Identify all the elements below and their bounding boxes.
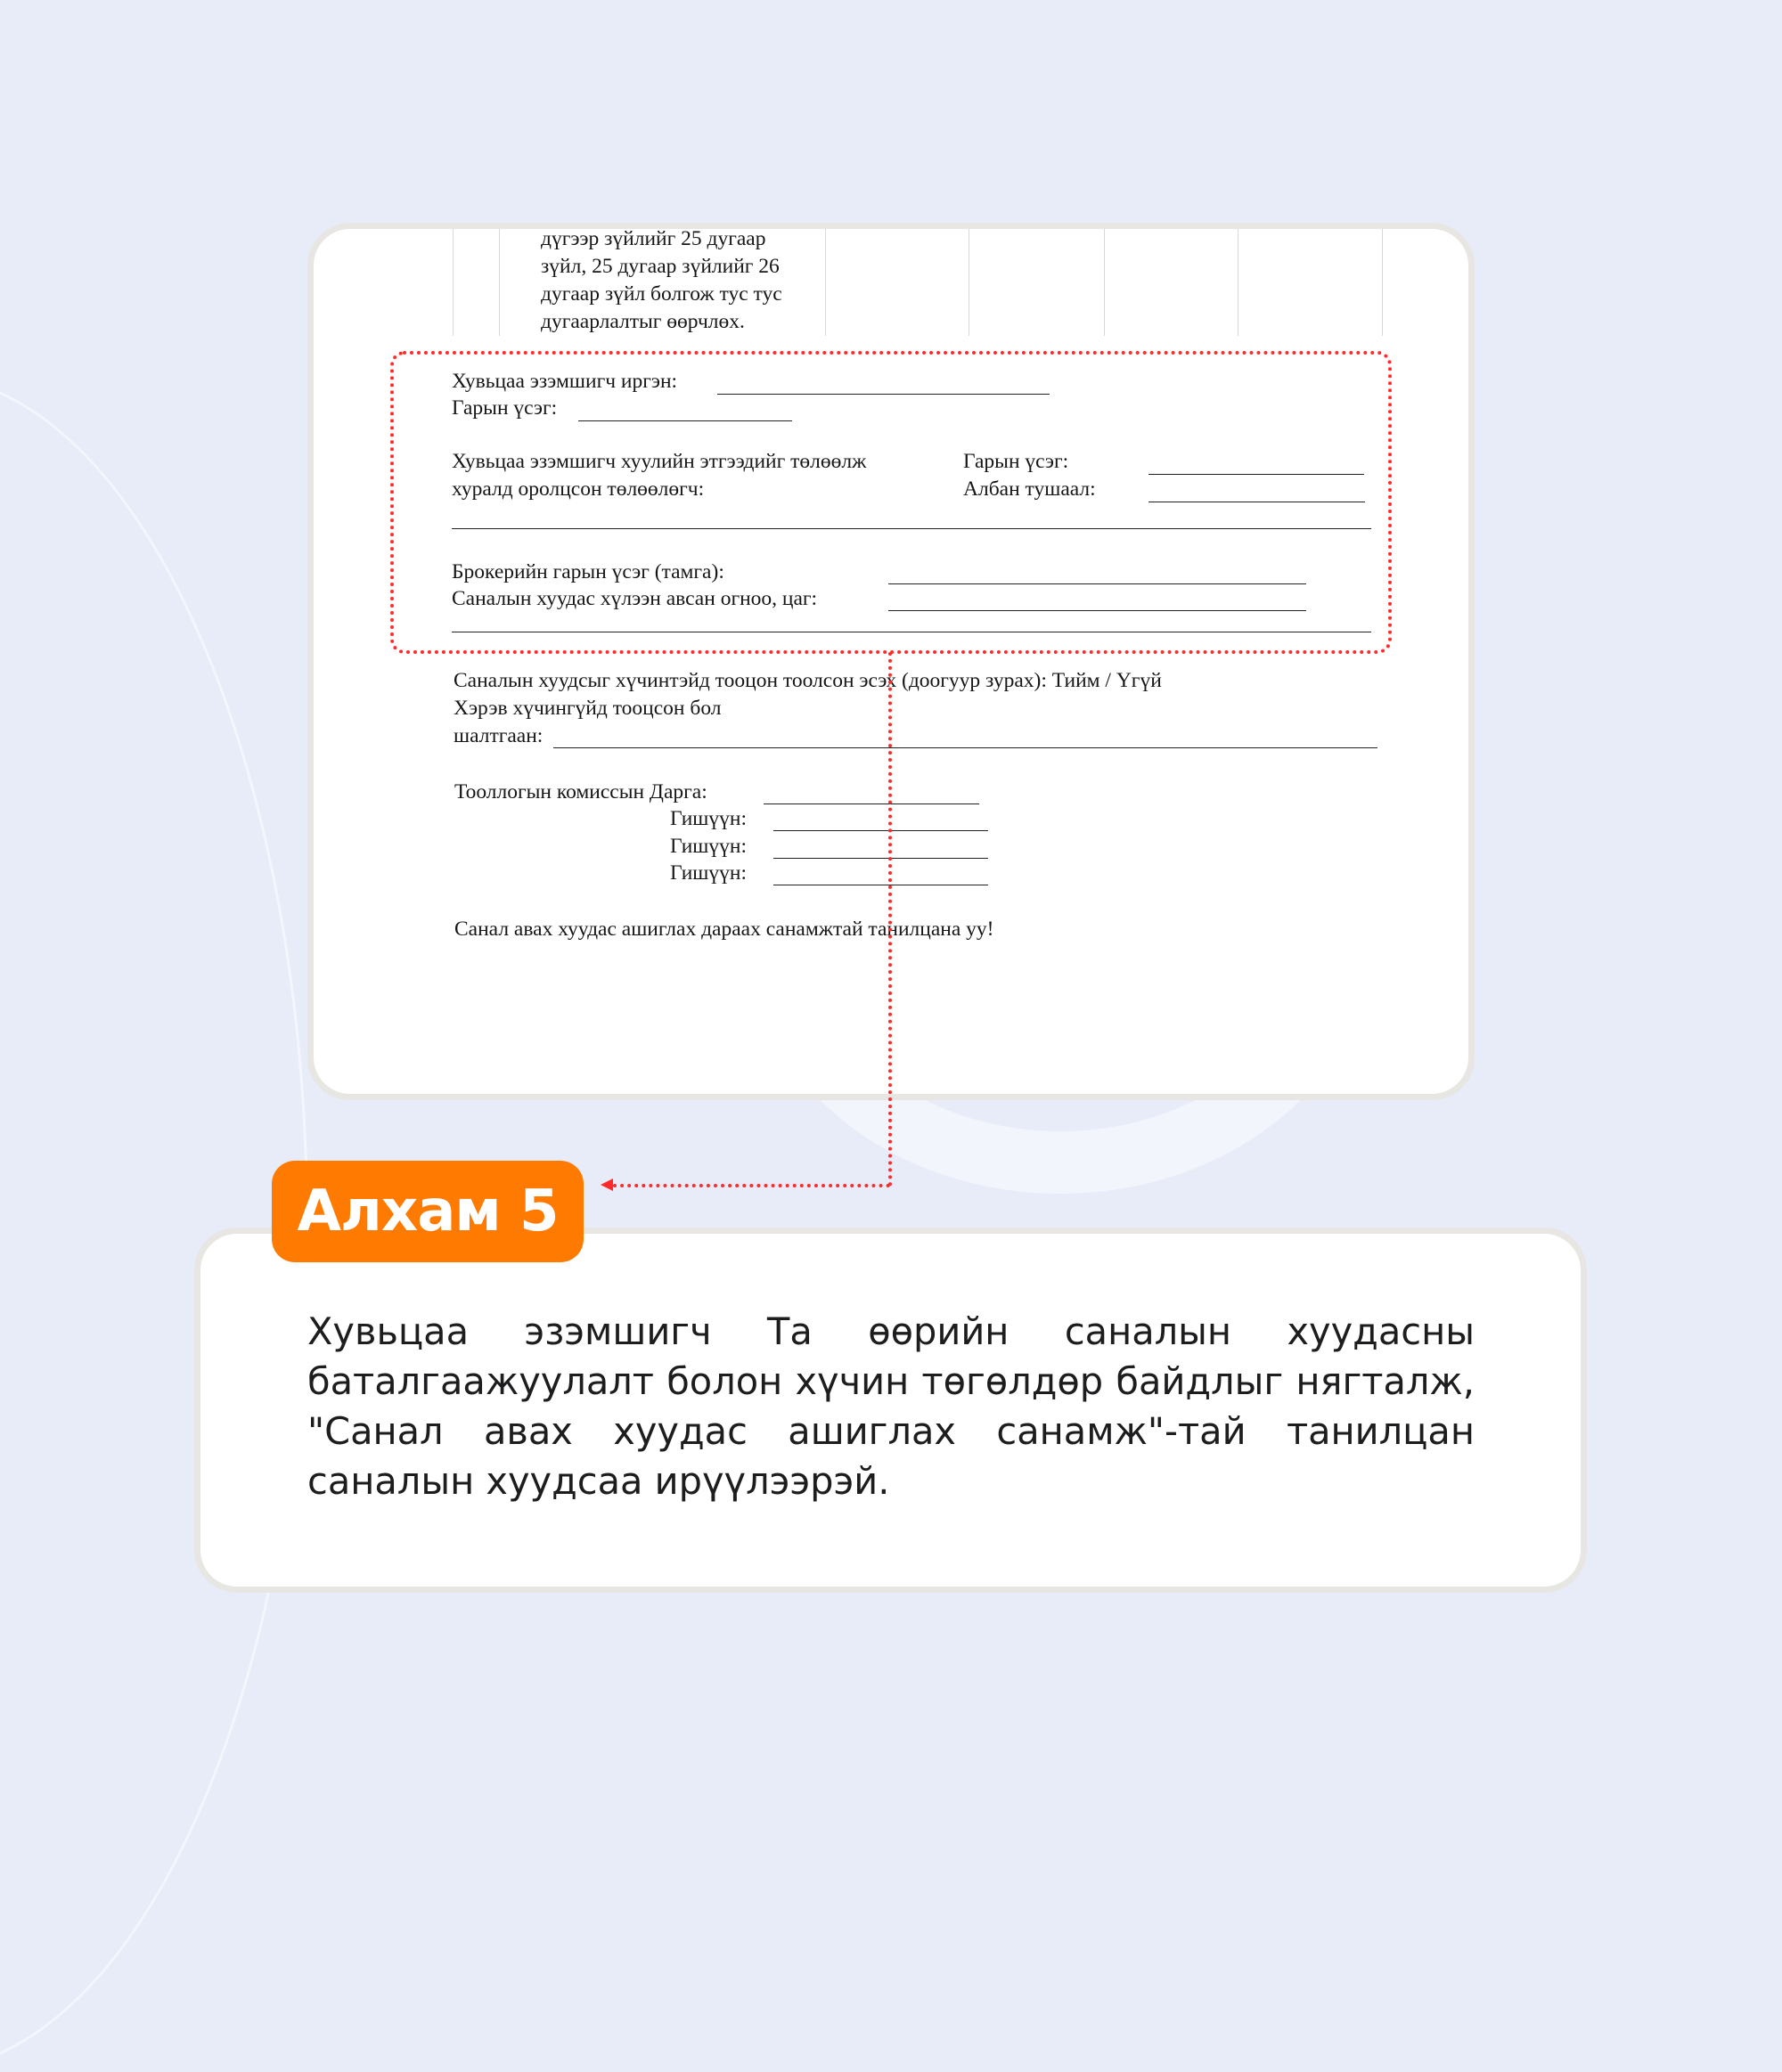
rep-signature-label: Гарын үсэг: [963, 450, 1069, 473]
representative-label-1: Хувьцаа эзэмшигч хуулийн этгээдийг төлөөлж [452, 450, 867, 473]
connector-line-vertical [888, 652, 892, 1187]
step-badge [272, 1161, 584, 1262]
member-line-2 [773, 858, 988, 859]
broker-signature-label: Брокерийн гарын үсэг (тамга): [452, 560, 724, 583]
representative-label-2: хуралд оролцсон төлөөлөгч: [452, 477, 705, 501]
invalid-reason-line [553, 747, 1377, 748]
member-label-2: Гишүүн: [670, 835, 747, 858]
arrow-left-icon [601, 1179, 613, 1191]
doc-fragment-line-1: дүгээр зүйлийг 25 дугаар [541, 227, 766, 250]
invalid-reason-label-2: шалтгаан: [454, 724, 544, 747]
validity-label: Саналын хуудсыг хүчинтэйд тооцон тоолсон эсэх (доогуур зурах): Тийм / Үгүй [454, 669, 1162, 692]
step-description: Хувьцаа эзэмшигч Та өөрийн саналын хуудасны баталгаажуулалт болон хүчин төгөлдөр байдлыг нягталж, "Санал авах хуудас ашиглах санамж"-тай танилцан саналын хуудсаа ирүүлээрэй. [307, 1309, 1475, 1503]
doc-fragment-line-4: дугаарлалтыг өөрчлөх. [541, 310, 745, 333]
shareholder-name-label: Хувьцаа эзэмшигч иргэн: [452, 370, 678, 393]
position-label: Албан тушаал: [963, 477, 1096, 501]
member-label-1: Гишүүн: [670, 807, 747, 830]
background-curve [0, 374, 308, 2072]
usage-note: Санал авах хуудас ашиглах дараах санамжтай танилцана уу! [454, 918, 994, 941]
signature-label: Гарын үсэг: [452, 396, 558, 420]
commission-chair-label: Тооллогын комиссын Дарга: [454, 780, 707, 804]
step-label: Алхам 5 [297, 1179, 559, 1244]
connector-line-horizontal [613, 1184, 890, 1187]
member-line-1 [773, 830, 988, 831]
member-label-3: Гишүүн: [670, 861, 747, 885]
invalid-reason-label-1: Хэрэв хүчингүйд тооцсон бол [454, 697, 722, 720]
highlight-box [390, 351, 1392, 654]
doc-fragment-line-3: дугаар зүйл болгож тус тус [541, 282, 782, 306]
received-datetime-label: Саналын хуудас хүлээн авсан огноо, цаг: [452, 587, 818, 610]
doc-fragment-line-2: зүйл, 25 дугаар зүйлийг 26 [541, 255, 780, 278]
